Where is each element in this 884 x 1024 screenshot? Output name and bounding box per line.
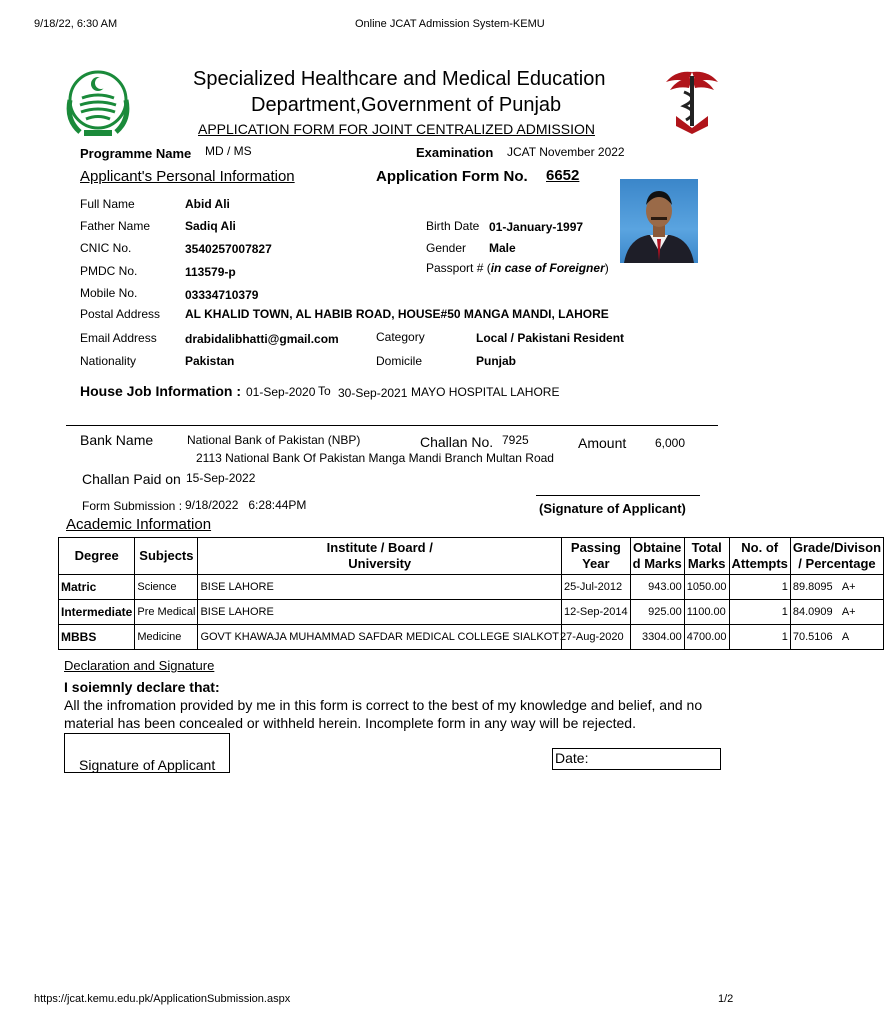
house-job-to-label: To bbox=[318, 384, 331, 398]
cnic-label: CNIC No. bbox=[80, 241, 132, 255]
cell-institute-text: GOVT KHAWAJA MUHAMMAD SAFDAR MEDICAL COLLEGE SIALKOT bbox=[200, 631, 560, 643]
date-box bbox=[552, 748, 721, 770]
table-row bbox=[59, 600, 884, 625]
cell-grade-letter: A+ bbox=[841, 581, 856, 593]
table-row bbox=[59, 625, 884, 650]
cell-attempts: 1 bbox=[729, 625, 790, 650]
domicile-value: Punjab bbox=[476, 354, 517, 368]
application-form-number: 6652 bbox=[546, 167, 580, 184]
cell-grade bbox=[790, 625, 883, 650]
cell-percentage: 89.8095 bbox=[792, 581, 833, 593]
print-page-title: Online JCAT Admission System-KEMU bbox=[355, 18, 545, 30]
header-subjects-text: Subjects bbox=[139, 548, 194, 563]
cell-grade-letter: A+ bbox=[841, 606, 856, 618]
cell-obtained: 3304.00 bbox=[630, 625, 684, 650]
declaration-heading: I soiemnly declare that: bbox=[64, 679, 220, 695]
print-url[interactable]: https://jcat.kemu.edu.pk/ApplicationSubmission.aspx bbox=[34, 993, 291, 1005]
full-name-value: Abid Ali bbox=[185, 197, 230, 211]
header-grade bbox=[790, 538, 883, 575]
declaration-text-line2: material has been concealed or withheld herein. Incomplete form in any way will be rejected. bbox=[64, 715, 636, 731]
bank-branch-value: 2113 National Bank Of Pakistan Manga Mandi Branch Multan Road bbox=[196, 451, 554, 465]
cell-year-text: 27-Aug-2020 bbox=[560, 631, 624, 643]
header-obtained-marks bbox=[630, 538, 684, 575]
house-job-to: 30-Sep-2021 bbox=[338, 386, 408, 400]
date-label: Date: bbox=[555, 750, 589, 766]
father-name-value: Sadiq Ali bbox=[185, 219, 236, 233]
programme-value: MD / MS bbox=[205, 144, 252, 158]
amount-label: Amount bbox=[578, 435, 627, 451]
mobile-value: 03334710379 bbox=[185, 288, 259, 302]
category-value: Local / Pakistani Resident bbox=[476, 331, 625, 345]
pmdc-value: 113579-p bbox=[185, 265, 236, 279]
examination-value: JCAT November 2022 bbox=[507, 145, 625, 159]
cell-institute bbox=[198, 625, 562, 650]
cell-institute: BISE LAHORE bbox=[198, 575, 562, 600]
father-name-label: Father Name bbox=[80, 219, 151, 233]
header-passing-text1: Passing bbox=[570, 540, 621, 555]
header-degree bbox=[59, 538, 135, 575]
header-obtained-text1: Obtaine bbox=[633, 540, 682, 555]
challan-paid-label: Challan Paid on bbox=[82, 471, 181, 487]
header-total-text1: Total bbox=[691, 540, 722, 555]
cell-attempts: 1 bbox=[729, 600, 790, 625]
gender-label: Gender bbox=[426, 241, 467, 255]
punjab-logo-icon bbox=[62, 66, 134, 140]
passport-note: in case of Foreigner bbox=[490, 261, 605, 275]
pmdc-label: PMDC No. bbox=[80, 264, 138, 278]
cell-degree: MBBS bbox=[59, 625, 135, 650]
section-academic-title: Academic Information bbox=[66, 516, 212, 533]
declaration-title: Declaration and Signature bbox=[64, 658, 215, 673]
full-name-label: Full Name bbox=[80, 197, 135, 211]
section-divider bbox=[66, 425, 718, 426]
house-job-from: 01-Sep-2020 bbox=[246, 385, 316, 399]
declaration-text-line1: All the infromation provided by me in this form is correct to the best of my knowledge and belief, and no bbox=[64, 697, 703, 713]
cell-institute: BISE LAHORE bbox=[198, 600, 562, 625]
postal-address-value: AL KHALID TOWN, AL HABIB ROAD, HOUSE#50 MANGA MANDI, LAHORE bbox=[185, 307, 609, 321]
header-attempts-text2: Attempts bbox=[731, 556, 788, 571]
header-passing-text2: Year bbox=[582, 556, 610, 571]
gender-value: Male bbox=[489, 241, 516, 255]
header-passing-year bbox=[562, 538, 631, 575]
nationality-label: Nationality bbox=[80, 354, 137, 368]
cell-grade-letter: A bbox=[841, 631, 850, 643]
programme-label: Programme Name bbox=[80, 146, 192, 161]
form-submission-value: 9/18/2022 6:28:44PM bbox=[185, 498, 307, 512]
academic-table bbox=[58, 537, 884, 650]
postal-address-label: Postal Address bbox=[80, 307, 161, 321]
cell-degree: Matric bbox=[59, 575, 135, 600]
cell-subject: Science bbox=[135, 575, 198, 600]
domicile-label: Domicile bbox=[376, 354, 423, 368]
cell-year bbox=[562, 625, 631, 650]
passport-label bbox=[426, 261, 609, 275]
house-job-label: House Job Information : bbox=[80, 383, 241, 399]
category-label: Category bbox=[376, 330, 425, 344]
academic-header-row bbox=[59, 538, 884, 575]
cell-year: 25-Jul-2012 bbox=[562, 575, 631, 600]
passport-label-text: Passport # ( bbox=[426, 261, 491, 275]
bank-name-label: Bank Name bbox=[80, 432, 154, 448]
cell-grade bbox=[790, 575, 883, 600]
bank-name-value: National Bank of Pakistan (NBP) bbox=[187, 433, 361, 447]
cell-attempts: 1 bbox=[729, 575, 790, 600]
signature-applicant-label: (Signature of Applicant) bbox=[539, 501, 686, 516]
signature-box bbox=[64, 733, 230, 773]
header-attempts bbox=[729, 538, 790, 575]
header-subjects bbox=[135, 538, 198, 575]
house-job-hospital: MAYO HOSPITAL LAHORE bbox=[411, 385, 560, 399]
email-value: drabidalibhatti@gmail.com bbox=[185, 332, 339, 346]
header-institute bbox=[198, 538, 562, 575]
applicant-photo bbox=[620, 179, 698, 263]
print-page-counter: 1/2 bbox=[718, 993, 734, 1005]
examination-label: Examination bbox=[416, 145, 494, 160]
header-total-marks bbox=[684, 538, 729, 575]
birth-date-label: Birth Date bbox=[426, 219, 480, 233]
cell-percentage: 70.5106 bbox=[792, 631, 833, 643]
cell-subject: Pre Medical bbox=[135, 600, 198, 625]
cell-year: 12-Sep-2014 bbox=[562, 600, 631, 625]
cell-degree: Intermediate bbox=[59, 600, 135, 625]
nationality-value: Pakistan bbox=[185, 354, 235, 368]
signature-line bbox=[536, 495, 700, 496]
header-grade-text1: Grade/Divison bbox=[792, 540, 882, 555]
cell-obtained: 943.00 bbox=[630, 575, 684, 600]
email-label: Email Address bbox=[80, 331, 157, 345]
mobile-label: Mobile No. bbox=[80, 286, 138, 300]
cell-subject: Medicine bbox=[135, 625, 198, 650]
cell-total: 1050.00 bbox=[684, 575, 729, 600]
form-submission-label: Form Submission : bbox=[82, 499, 183, 513]
header-obtained-text2: d Marks bbox=[632, 556, 682, 571]
header-grade-text2: / Percentage bbox=[798, 556, 876, 571]
birth-date-value: 01-January-1997 bbox=[489, 220, 584, 234]
header-attempts-text1: No. of bbox=[741, 540, 779, 555]
challan-paid-value: 15-Sep-2022 bbox=[186, 471, 256, 485]
application-form-label: Application Form No. bbox=[376, 168, 528, 185]
header-degree-text: Degree bbox=[74, 548, 119, 563]
table-row bbox=[59, 575, 884, 600]
cell-total: 4700.00 bbox=[684, 625, 729, 650]
form-title: APPLICATION FORM FOR JOINT CENTRALIZED ADMISSION bbox=[198, 121, 595, 137]
cell-percentage: 84.0909 bbox=[792, 606, 833, 618]
cell-total: 1100.00 bbox=[684, 600, 729, 625]
print-timestamp: 9/18/22, 6:30 AM bbox=[34, 18, 118, 30]
header-line2: Department,Government of Punjab bbox=[251, 94, 562, 116]
amount-value: 6,000 bbox=[655, 436, 686, 450]
challan-no-label: Challan No. bbox=[420, 434, 494, 450]
cnic-value: 3540257007827 bbox=[185, 242, 272, 256]
header-institute-text2: University bbox=[348, 556, 412, 571]
passport-label-close: ) bbox=[604, 261, 609, 275]
header-institute-text1: Institute / Board / bbox=[326, 540, 433, 555]
header-total-text2: Marks bbox=[687, 556, 726, 571]
signature-box-label: Signature of Applicant bbox=[79, 757, 216, 773]
cell-grade bbox=[790, 600, 883, 625]
kemu-emblem-icon bbox=[662, 66, 722, 136]
cell-obtained: 925.00 bbox=[630, 600, 684, 625]
section-personal-title: Applicant's Personal Information bbox=[80, 168, 295, 185]
header-line1: Specialized Healthcare and Medical Education bbox=[193, 68, 606, 90]
challan-no-value: 7925 bbox=[502, 433, 529, 447]
